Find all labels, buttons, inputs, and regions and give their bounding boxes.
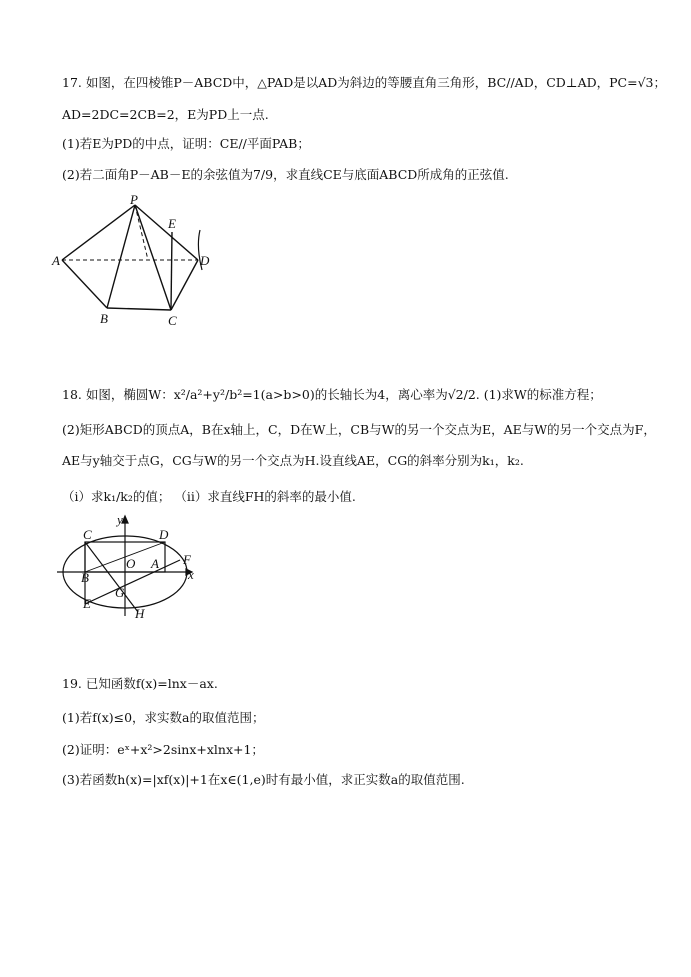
label-p: P: [130, 192, 138, 207]
q18-stem-line2: (2)矩形ABCD的顶点A，B在x轴上，C，D在W上，CB与W的另一个交点为E，AE与W的另一个交点为F，: [62, 422, 656, 437]
label-g: G: [115, 585, 125, 600]
label-d: D: [200, 253, 210, 268]
label-b: B: [81, 570, 89, 585]
q19-part3: (3)若函数h(x)=|xf(x)|+1在x∈(1,e)时有最小值，求正实数a的取值范围.: [62, 772, 465, 787]
label-x: x: [188, 567, 194, 582]
q18-stem-line1: 18. 如图，椭圆W：x²/a²+y²/b²=1(a>b>0)的长轴长为4，离心率为√2/2. (1)求W的标准方程；: [62, 387, 602, 402]
q18-stem-line3: AE与y轴交于点G，CG与W的另一个交点为H.设直线AE，CG的斜率分别为k₁，k₂.: [62, 453, 524, 468]
q17-part2: (2)若二面角P－AB－E的余弦值为7/9，求直线CE与底面ABCD所成角的正弦值.: [62, 167, 509, 182]
label-e: E: [83, 596, 91, 611]
q17-pyramid-figure: [50, 192, 220, 332]
q19-part2: (2)证明：eˣ+x²>2sinx+xlnx+1；: [62, 742, 264, 757]
q17-stem-line1: 17. 如图，在四棱锥P－ABCD中，△PAD是以AD为斜边的等腰直角三角形，BC//AD，CD⊥AD，PC=√3；: [62, 75, 666, 90]
label-y: y: [117, 512, 123, 527]
label-c: C: [168, 313, 177, 328]
label-d: D: [159, 527, 169, 542]
label-b: B: [100, 311, 108, 326]
q17-stem-line2: AD=2DC=2CB=2，E为PD上一点.: [62, 107, 269, 122]
label-h: H: [135, 606, 145, 621]
q19-part1: (1)若f(x)≤0，求实数a的取值范围；: [62, 710, 265, 725]
q18-ellipse-figure: [55, 512, 205, 622]
label-a: A: [151, 556, 159, 571]
label-f: F: [183, 552, 191, 567]
label-o: O: [126, 556, 136, 571]
label-a: A: [52, 253, 60, 268]
q18-subparts: （i）求k₁/k₂的值； （ii）求直线FH的斜率的最小值.: [62, 489, 356, 504]
q17-part1: (1)若E为PD的中点，证明：CE//平面PAB；: [62, 136, 310, 151]
label-e: E: [168, 216, 176, 231]
label-c: C: [83, 527, 92, 542]
q19-stem: 19. 已知函数f(x)=lnx－ax.: [62, 676, 218, 691]
